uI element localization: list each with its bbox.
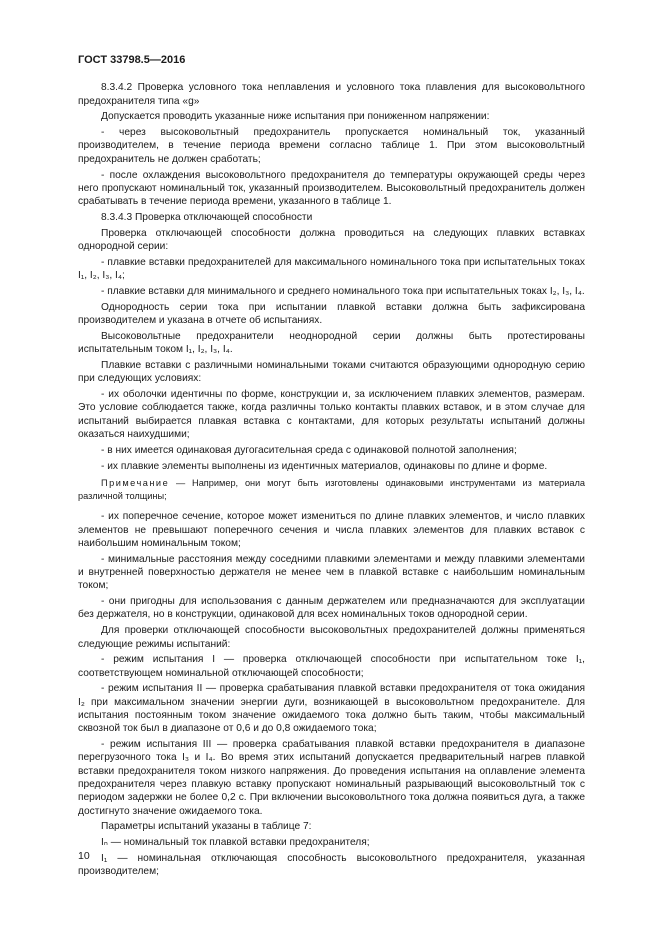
list-item: - режим испытания II — проверка срабатывания плавкой вставки предохранителя от тока ожидания I₂ при максимальном значении энергии дуги, возникающей в высоковольтном предохранителе. Для испытания постоянным током значение ожидаемого тока должно быть таким, чтобы максимальный сквозной ток был в диапазоне от 0,6 и до 0,8 ожидаемого тока; bbox=[78, 683, 585, 735]
note-text: — Например, они могут быть изготовлены одинаковыми инструментами из материала различной толщины; bbox=[78, 477, 585, 502]
list-item: - минимальные расстояния между соседними плавкими элементами и между плавкими элементами и внутренней поверхностью держателя не менее чем в плавкой вставке с наибольшим номинальным током; bbox=[78, 553, 585, 592]
definition-item: Iₙ — номинальный ток плавкой вставки предохранителя; bbox=[101, 837, 370, 849]
list-item: - их оболочки идентичны по форме, конструкции и, за исключением плавких элементов, размерам. Это условие соблюдается также, когда различны только контакты плавких вставок, и в этом случае для испытаний выбирается плавкая вставка с контактами, для которых результаты испытаний должны оказаться наихудшими; bbox=[78, 389, 585, 440]
note-label: Примечание bbox=[101, 477, 170, 488]
list-item: - их поперечное сечение, которое может измениться по длине плавких элементов, и число плавких элементов не превышают поперечного сечения и числа плавких элементов для плавких вставок с наибольшим номинальным током; bbox=[78, 511, 585, 549]
list-item: - плавкие вставки предохранителей для максимального номинального тока при испытательных токах I₁, I₂, I₃, I₄; bbox=[78, 256, 585, 282]
paragraph: Однородность серии тока при испытании плавкой вставки должна быть зафиксирована производителем и указана в отчете об испытаниях. bbox=[78, 301, 585, 327]
document-header: ГОСТ 33798.5—2016 bbox=[78, 54, 186, 66]
list-item: - режим испытания III — проверка срабатывания плавкой вставки предохранителя в диапазоне перегрузочного тока I₃ и I₄. Во время этих испытаний допускается предварительный нагрев плавкой вставки предохранителя током низкого напряжения. До проведения испытания на оплавление элемента предохранителя через плавкую вставку пропускают номинальный разрывающий высоковольтный ток с периодом задержки не более 0,2 с. При включении высоковольтного тока должна появиться дуга, а также достигнуто значение ожидаемого тока. bbox=[78, 739, 585, 817]
list-item: - плавкие вставки для минимального и среднего номинального тока при испытательных токах I₂, I₃, I₄. bbox=[101, 285, 585, 297]
note bbox=[78, 477, 585, 504]
list-item: - через высоковольтный предохранитель пропускается номинальный ток, указанный производителем, в течение периода времени согласно таблице 1. При этом высоковольтный предохранитель не должен сработать; bbox=[78, 127, 585, 165]
paragraph: Параметры испытаний указаны в таблице 7: bbox=[101, 821, 312, 833]
list-item: - режим испытания I — проверка отключающей способности при испытательном токе I₁, соответствующем номинальной отключающей способности; bbox=[78, 654, 585, 679]
definition-item: I₁ — номинальная отключающая способность высоковольтного предохранителя, указанная производителем; bbox=[78, 853, 585, 878]
paragraph: Допускается проводить указанные ниже испытания при пониженном напряжении: bbox=[101, 111, 490, 123]
paragraph: 8.3.4.2 Проверка условного тока неплавления и условного тока плавления для высоковольтного предохранителя типа «g» bbox=[78, 82, 585, 107]
list-item: - их плавкие элементы выполнены из идентичных материалов, одинаковы по длине и форме. bbox=[101, 460, 548, 472]
section-heading: 8.3.4.3 Проверка отключающей способности bbox=[101, 211, 313, 223]
paragraph: Плавкие вставки с различными номинальными токами считаются образующими однородную серию при следующих условиях: bbox=[78, 359, 585, 385]
list-item: - они пригодны для использования с данным держателем или предназначаются для эксплуатации без держателя, но в конструкции, одинаковой для всех номинальных токов однородной серии. bbox=[78, 596, 585, 621]
list-item: - в них имеется одинаковая дугогасительная среда с одинаковой полнотой заполнения; bbox=[101, 444, 517, 456]
paragraph: Проверка отключающей способности должна проводиться на следующих плавких вставках однородной серии: bbox=[78, 227, 585, 253]
document-page bbox=[78, 54, 585, 881]
list-item: - после охлаждения высоковольтного предохранителя до температуры окружающей среды через него пропускают номинальный ток, указанный производителем. Высоковольтный предохранитель должен срабатывать в течение периода времени, указанного в таблице 1. bbox=[78, 169, 585, 208]
page-number: 10 bbox=[78, 850, 90, 862]
paragraph: Высоковольтные предохранители неоднородной серии должны быть протестированы испытательным током I₁, I₂, I₃, I₄. bbox=[78, 330, 585, 356]
paragraph: Для проверки отключающей способности высоковольтных предохранителей должны применяться следующие режимы испытаний: bbox=[78, 625, 585, 650]
